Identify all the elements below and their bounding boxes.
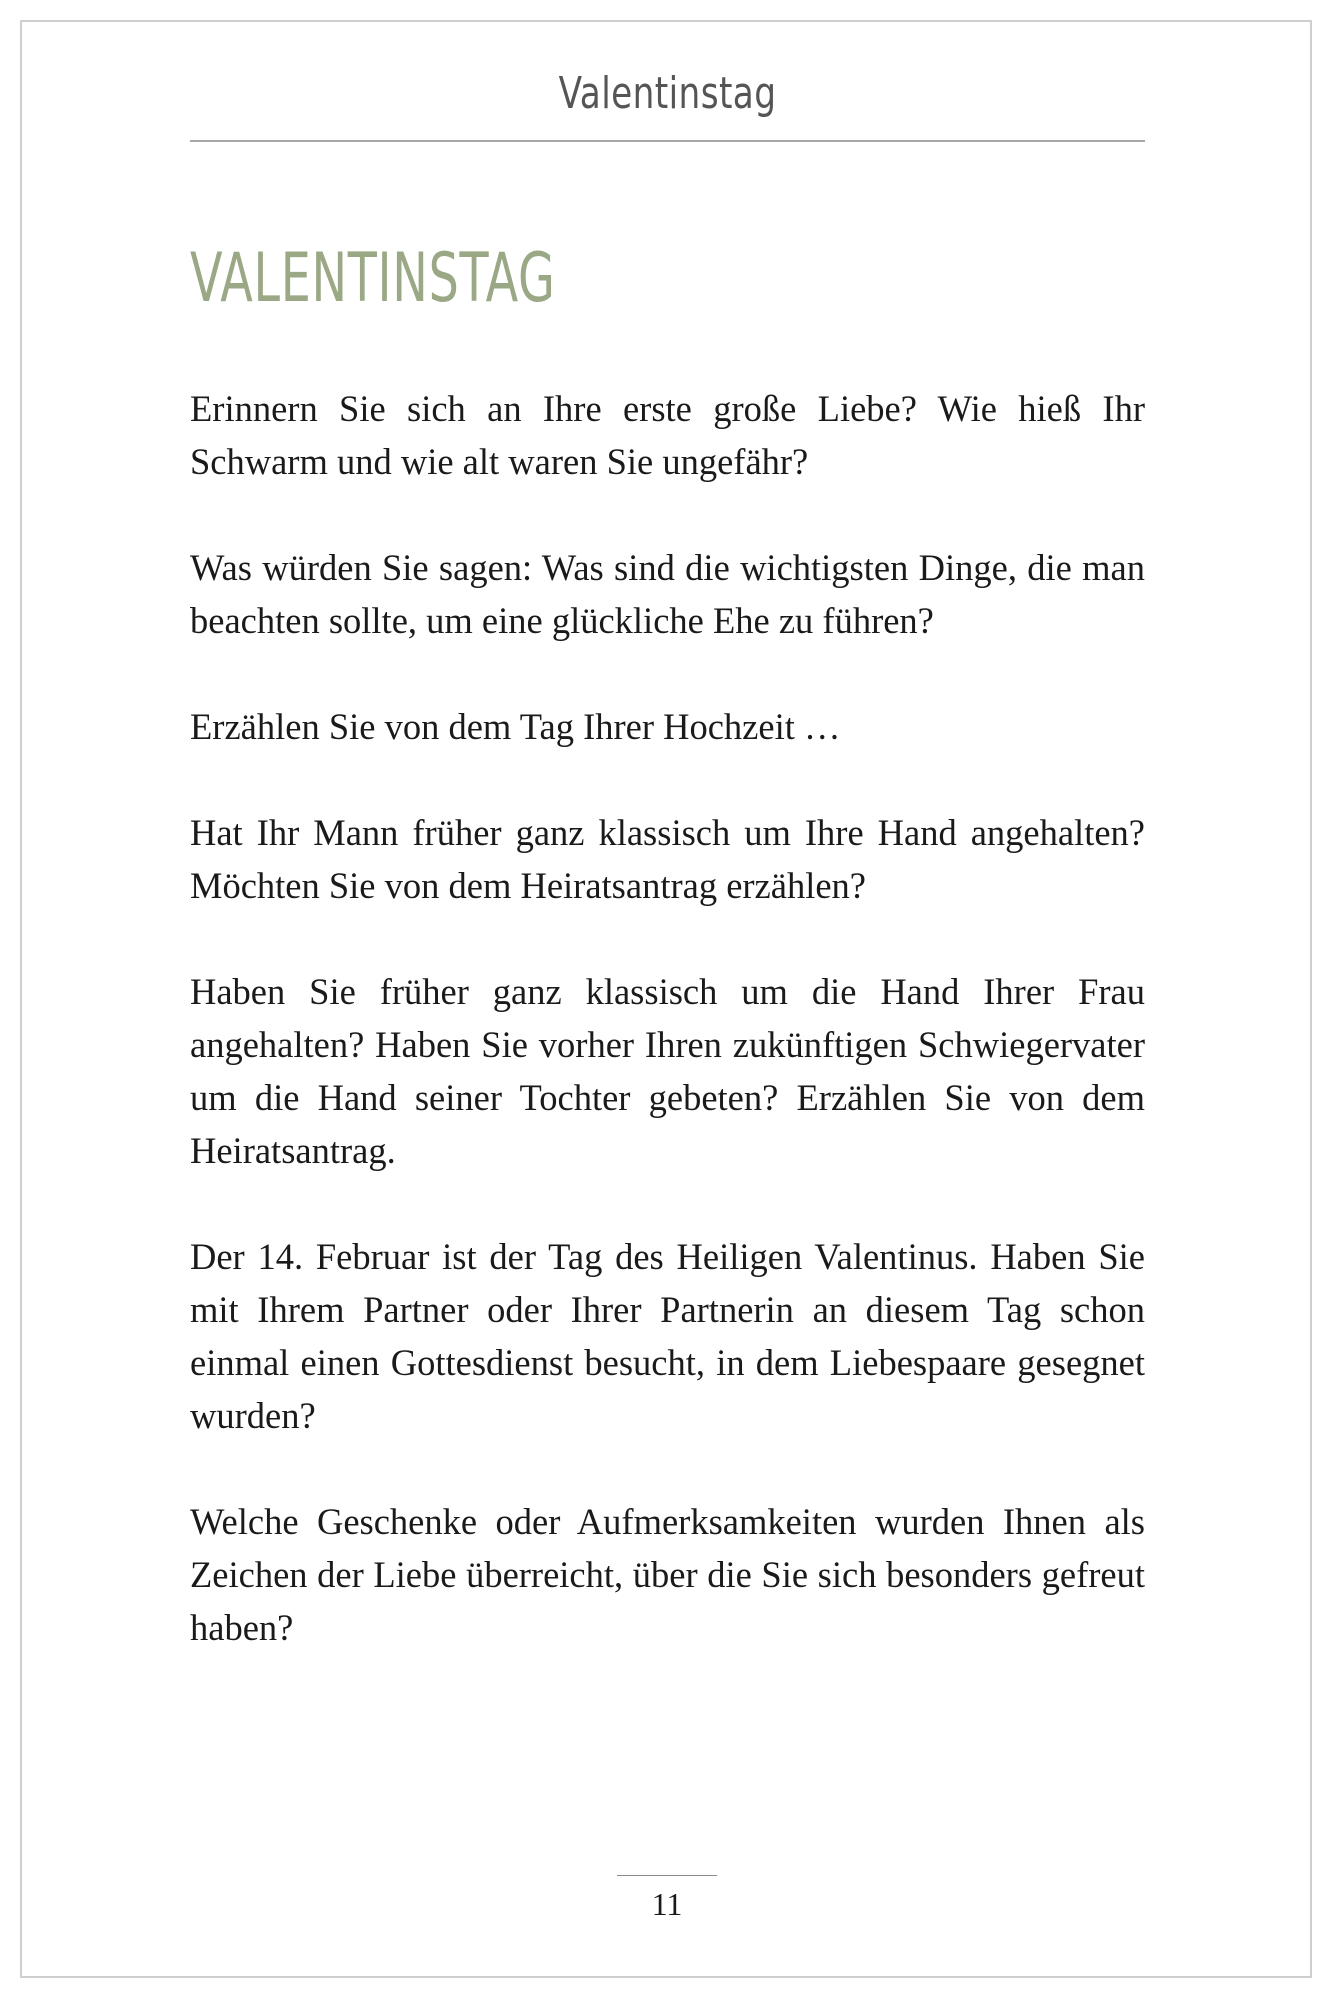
paragraph-wedding-day: Erzählen Sie von dem Tag Ihrer Hochzeit … [190, 706, 841, 747]
paragraph-valentinus: Der 14. Februar ist der Tag des Heiligen Valentinus. Haben Sie mit Ihrem Partner oder Ihrer Partnerin an diesem Tag schon einmal einen Gottesdienst besucht, in dem Liebespaare gesegnet wurden? [190, 1236, 1145, 1436]
paragraph-first-love: Erinnern Sie sich an Ihre erste große Liebe? Wie hieß Ihr Schwarm und wie alt waren Sie ungefähr? [190, 388, 1145, 482]
folio-rule [617, 1875, 717, 1876]
header-rule [190, 140, 1145, 142]
paragraph-happy-marriage: Was würden Sie sagen: Was sind die wichtigsten Dinge, die man beachten sollte, um eine glückliche Ehe zu führen? [190, 547, 1145, 641]
paragraph-gifts: Welche Geschenke oder Aufmerksamkeiten wurden Ihnen als Zeichen der Liebe überreicht, über die Sie sich besonders gefreut haben? [190, 1501, 1145, 1648]
running-head: Valentinstag [558, 68, 777, 119]
body-text [190, 382, 1145, 1707]
chapter-title: VALENTINSTAG [190, 239, 556, 318]
paragraph-proposal-wife: Haben Sie früher ganz klassisch um die Hand Ihrer Frau angehalten? Haben Sie vorher Ihren zukünftigen Schwiegervater um die Hand seiner Tochter gebeten? Erzählen Sie von dem Heiratsantrag. [190, 971, 1145, 1171]
page-number: 11 [651, 1886, 683, 1922]
paragraph-proposal-husband: Hat Ihr Mann früher ganz klassisch um Ihre Hand angehalten? Möchten Sie von dem Heiratsantrag erzählen? [190, 812, 1145, 906]
